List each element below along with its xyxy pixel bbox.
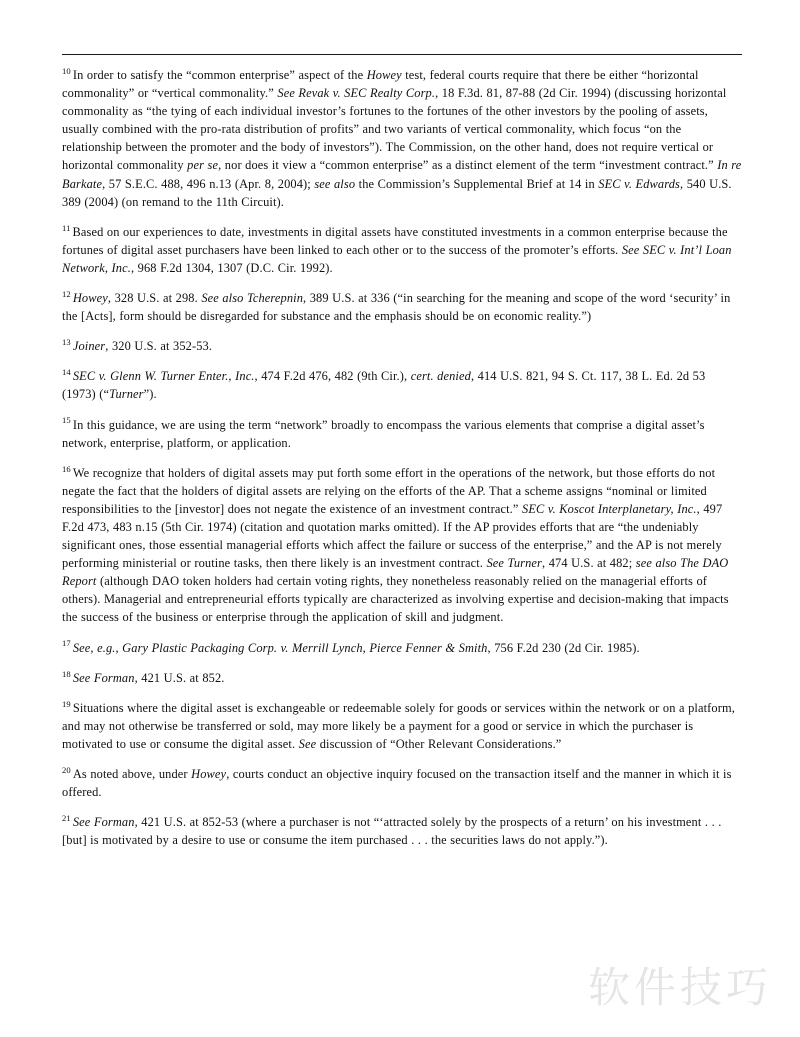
- footnote-text: Based on our experiences to date, investments in digital assets have constituted investments in a common enterprise because the fortunes of digital asset purchasers have been linked to each other or to the success of the promoter’s efforts.: [62, 224, 728, 257]
- footnote-13: [62, 337, 742, 355]
- footnote-citation-italic: See Forman: [72, 815, 135, 830]
- footnote-citation-italic: Turner: [109, 387, 144, 402]
- footnote-18: [62, 669, 742, 687]
- footnote-marker: 16: [62, 463, 71, 474]
- footnote-text: , 540 U.S. 389 (2004) (on remand to the 11th Circuit).: [62, 176, 732, 209]
- footnote-text: ”).: [143, 387, 157, 402]
- footnote-11: [62, 223, 742, 277]
- footnote-citation-italic: cert. denied: [410, 369, 471, 384]
- footnote-text: , 474 F.2d 476, 482 (9th Cir.),: [254, 369, 411, 384]
- footnote-text: , 328 U.S. at 298.: [107, 291, 202, 306]
- footnote-text: In this guidance, we are using the term “network” broadly to encompass the various elements that comprise a digital asset’s network, enterprise, platform, or application.: [62, 417, 705, 450]
- footnote-text: Situations where the digital asset is exchangeable or redeemable solely for goods or services within the network or on a platform, and may not otherwise be transferred or sold, may more likely be a payment for a good or service in which the purchaser is motivated to use or consume the digital asset.: [62, 700, 735, 751]
- footnote-text: , 57 S.E.C. 488, 496 n.13 (Apr. 8, 2004);: [102, 176, 315, 191]
- footnote-text: , 421 U.S. at 852.: [134, 670, 225, 685]
- footnote-text: , 474 U.S. at 482;: [542, 556, 636, 571]
- footnote-marker: 14: [62, 367, 71, 378]
- footnote-15: [62, 416, 742, 452]
- footnote-citation-italic: See Revak v. SEC Realty Corp.: [277, 86, 436, 101]
- footnote-text: , 414 U.S. 821, 94 S. Ct. 117, 38 L. Ed. 2d 53 (1973) (“: [62, 369, 706, 402]
- footnote-marker: 21: [62, 813, 71, 824]
- footnote-20: [62, 765, 742, 801]
- footnote-21: [62, 813, 742, 849]
- footnote-14: [62, 367, 742, 403]
- footnote-text: discussion of “Other Relevant Considerations.”: [316, 736, 562, 751]
- footnote-text: , courts conduct an objective inquiry focused on the transaction itself and the manner in which it is offered.: [62, 767, 732, 800]
- footnote-citation-italic: per se: [187, 158, 219, 173]
- footnote-marker: 10: [62, 65, 71, 76]
- footnote-text: , 389 U.S. at 336 (“in searching for the meaning and scope of the word ‘security’ in the [Acts], form should be disregarded for substance and the emphasis should be on economic reality.”): [62, 291, 731, 324]
- footnote-marker: 18: [62, 668, 71, 679]
- footnote-section: [62, 54, 742, 849]
- footnote-marker: 19: [62, 698, 71, 709]
- footnote-text: , 18 F.3d. 81, 87-88 (2d Cir. 1994) (discussing horizontal commonality as “the tying of each individual investor’s fortunes to the fortunes of the other investors by the pooling of assets, usually combined with the pro-rata distribution of profits” and two variants of vertical commonality, which focus “on the relationship between the promoter and the body of investors”). The Commission, on the other hand, does not require vertical or horizontal commonality: [62, 86, 727, 173]
- footnote-citation-italic: See: [298, 736, 317, 751]
- footnote-citation-italic: SEC v. Koscot Interplanetary, Inc.: [522, 501, 697, 516]
- footnote-citation-italic: See also Tcherepnin: [201, 291, 304, 306]
- footnote-citation-italic: Howey: [191, 767, 227, 781]
- footnote-12: [62, 289, 742, 325]
- footnote-text: , 756 F.2d 230 (2d Cir. 1985).: [487, 640, 640, 655]
- footnote-citation-italic: see also The DAO Report: [62, 556, 729, 589]
- footnote-text: As noted above, under: [72, 767, 192, 781]
- footnote-marker: 20: [62, 764, 71, 775]
- footnote-text: (although DAO token holders had certain voting rights, they nonetheless reasonably relied on the managerial efforts of others). Managerial and entrepreneurial efforts typically are characterized as involving expertise and decision-making that impacts the success of the business or enterprise through the application of skill and judgment.: [62, 574, 729, 625]
- footnote-marker: 17: [62, 638, 71, 649]
- footnote-citation-italic: see also: [314, 176, 356, 191]
- footnote-text: , 421 U.S. at 852-53 (where a purchaser is not “‘attracted solely by the prospects of a return’ on his investment . . . [but] is motivated by a desire to use or consume the item purchased . . . the securities laws do not apply.”).: [62, 815, 722, 848]
- footnote-text: , 497 F.2d 473, 483 n.15 (5th Cir. 1974) (citation and quotation marks omitted). If the AP provides efforts that are “the undeniably significant ones, those essential managerial efforts which affect the failure or success of the enterprise,” and the AP is not merely performing ministerial or routine tasks, then there likely is an investment contract.: [62, 501, 723, 571]
- footnote-text: In order to satisfy the “common enterprise” aspect of the: [72, 68, 367, 82]
- footnote-citation-italic: Howey: [72, 291, 108, 306]
- footnote-text: , nor does it view a “common enterprise” as a distinct element of the term “investment contract.”: [218, 158, 718, 173]
- footnote-text: the Commission’s Supplemental Brief at 14 in: [355, 176, 599, 191]
- footnote-citation-italic: See Turner: [486, 556, 543, 571]
- footnote-citation-italic: Joiner: [72, 339, 106, 354]
- watermark-text: 软件技巧: [587, 963, 772, 1012]
- footnote-marker: 12: [62, 288, 71, 299]
- footnote-separator-rule: [62, 54, 742, 55]
- footnote-marker: 15: [62, 415, 71, 426]
- footnote-text: , 320 U.S. at 352-53.: [105, 339, 213, 354]
- footnote-text: , 968 F.2d 1304, 1307 (D.C. Cir. 1992).: [130, 260, 333, 275]
- footnote-marker: 13: [62, 337, 71, 348]
- footnote-19: [62, 699, 742, 753]
- footnote-citation-italic: In re Barkate: [62, 158, 742, 191]
- footnote-10: [62, 66, 742, 211]
- footnote-list: [62, 66, 742, 849]
- footnote-citation-italic: See Forman: [72, 670, 135, 685]
- footnote-16: [62, 464, 742, 627]
- footnote-17: [62, 639, 742, 657]
- footnote-marker: 11: [62, 222, 71, 233]
- footnote-citation-italic: See, e.g., Gary Plastic Packaging Corp. v. Merrill Lynch, Pierce Fenner & Smith: [72, 640, 488, 655]
- footnote-citation-italic: SEC v. Glenn W. Turner Enter., Inc.: [72, 369, 255, 384]
- footnote-text: We recognize that holders of digital assets may put forth some effort in the operations of the network, but those efforts do not negate the fact that the holders of digital assets are relying on the efforts of the AP. That a scheme assigns “nominal or limited responsibilities to the [investor] does not negate the existence of an investment contract.”: [62, 465, 716, 516]
- footnote-citation-italic: See SEC v. Int’l Loan Network, Inc.: [62, 242, 732, 275]
- footnote-citation-italic: Howey: [366, 68, 402, 82]
- footnote-text: test, federal courts require that there be either “horizontal commonality” or “vertical commonality.”: [62, 68, 699, 101]
- footnote-citation-italic: SEC v. Edwards: [598, 176, 680, 191]
